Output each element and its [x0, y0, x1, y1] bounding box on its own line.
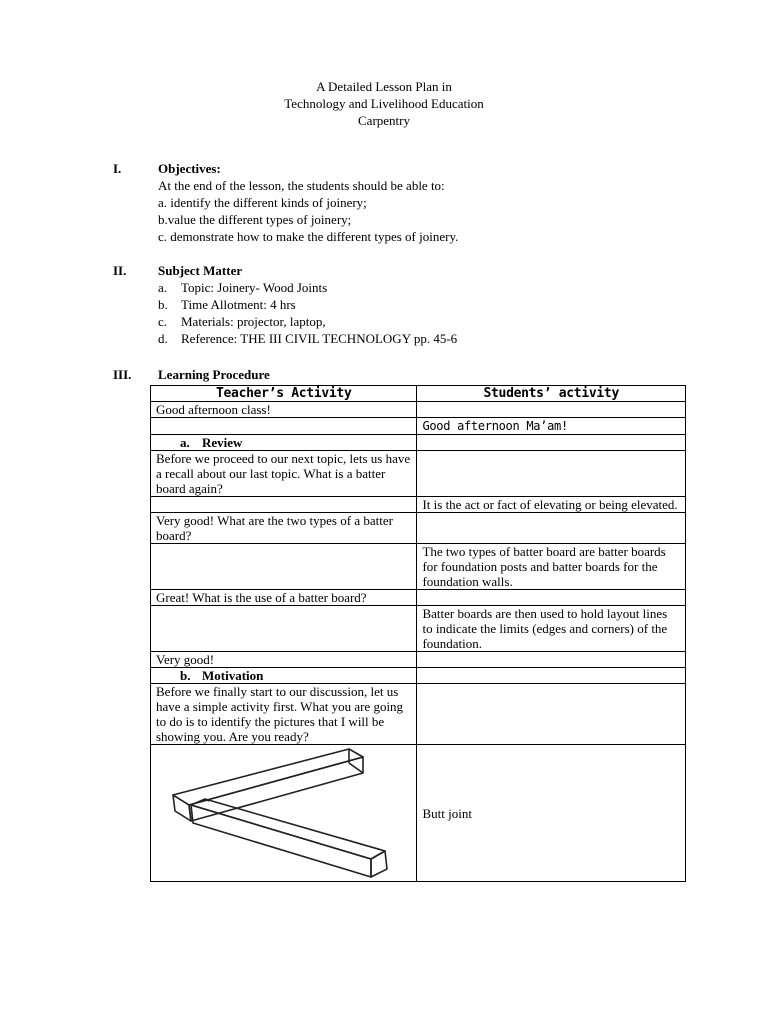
review-label: Review — [202, 435, 243, 450]
table-row — [151, 402, 686, 418]
student-cell — [417, 590, 686, 606]
section-numeral: I. — [113, 161, 122, 176]
section-numeral: II. — [113, 263, 127, 278]
section-numeral: III. — [113, 367, 132, 382]
item-marker: d. — [158, 331, 168, 346]
subject-item — [158, 296, 718, 313]
item-text: Topic: Joinery- Wood Joints — [181, 280, 328, 295]
activity-table — [150, 385, 686, 882]
student-cell — [417, 402, 686, 418]
teacher-cell — [151, 544, 417, 590]
picture-cell — [151, 745, 417, 882]
title-line-3: Carpentry — [358, 113, 410, 128]
student-cell: Batter boards are then used to hold layout lines to indicate the limits (edges and corners) of the foundation. — [417, 606, 686, 652]
objectives-heading: Objectives: — [158, 161, 221, 176]
student-cell: Good afternoon Ma’am! — [417, 418, 686, 435]
student-cell — [417, 513, 686, 544]
table-header-row — [151, 386, 686, 402]
teacher-cell: Before we finally start to our discussion, let us have a simple activity first. What you are going to do is to identify the pictures that I will be showing you. Are you ready? — [151, 684, 417, 745]
item-marker: b. — [158, 297, 168, 312]
subheading-cell — [151, 435, 417, 451]
student-cell — [417, 684, 686, 745]
subheading-cell — [151, 668, 417, 684]
teacher-cell — [151, 606, 417, 652]
table-row — [151, 544, 686, 590]
teacher-cell — [151, 418, 417, 435]
student-cell: It is the act or fact of elevating or being elevated. — [417, 497, 686, 513]
student-cell — [417, 451, 686, 497]
teacher-cell: Good afternoon class! — [151, 402, 417, 418]
table-row — [151, 745, 686, 882]
objective-item: c. demonstrate how to make the different types of joinery. — [158, 229, 459, 244]
table-row — [151, 590, 686, 606]
table-row — [151, 684, 686, 745]
teacher-cell: Very good! — [151, 652, 417, 668]
motivation-label: Motivation — [202, 668, 264, 683]
document-title — [0, 78, 768, 129]
student-cell: The two types of batter board are batter boards for foundation posts and batter boards for the foundation walls. — [417, 544, 686, 590]
learning-procedure-heading: Learning Procedure — [158, 367, 270, 382]
butt-joint-illustration — [165, 747, 395, 879]
table-row — [151, 668, 686, 684]
objectives-intro: At the end of the lesson, the students should be able to: — [158, 178, 445, 193]
table-row — [151, 451, 686, 497]
table-row — [151, 652, 686, 668]
title-line-2: Technology and Livelihood Education — [284, 96, 484, 111]
students-activity-header: Students’ activity — [417, 386, 686, 402]
student-cell — [417, 435, 686, 451]
table-row — [151, 435, 686, 451]
title-line-1: A Detailed Lesson Plan in — [316, 79, 452, 94]
table-row — [151, 497, 686, 513]
subject-item — [158, 313, 718, 330]
item-text: Time Allotment: 4 hrs — [181, 297, 296, 312]
table-row — [151, 513, 686, 544]
teacher-activity-header: Teacher’s Activity — [151, 386, 417, 402]
subject-item — [158, 279, 718, 296]
teacher-cell: Before we proceed to our next topic, lets us have a recall about our last topic. What is a batter board again? — [151, 451, 417, 497]
objective-item: a. identify the different kinds of joinery; — [158, 195, 367, 210]
subject-matter-heading: Subject Matter — [158, 263, 243, 278]
student-cell — [417, 652, 686, 668]
item-marker: c. — [158, 314, 168, 329]
motivation-marker: b. — [180, 668, 191, 683]
table-row — [151, 418, 686, 435]
teacher-cell — [151, 497, 417, 513]
student-cell — [417, 668, 686, 684]
review-marker: a. — [180, 435, 190, 450]
objective-item: b.value the different types of joinery; — [158, 212, 352, 227]
item-text: Reference: THE III CIVIL TECHNOLOGY pp. 45-6 — [181, 331, 458, 346]
teacher-cell: Very good! What are the two types of a batter board? — [151, 513, 417, 544]
teacher-cell: Great! What is the use of a batter board? — [151, 590, 417, 606]
table-row — [151, 606, 686, 652]
item-text: Materials: projector, laptop, — [181, 314, 326, 329]
subject-item — [158, 330, 718, 347]
item-marker: a. — [158, 280, 168, 295]
student-cell: Butt joint — [417, 745, 686, 882]
